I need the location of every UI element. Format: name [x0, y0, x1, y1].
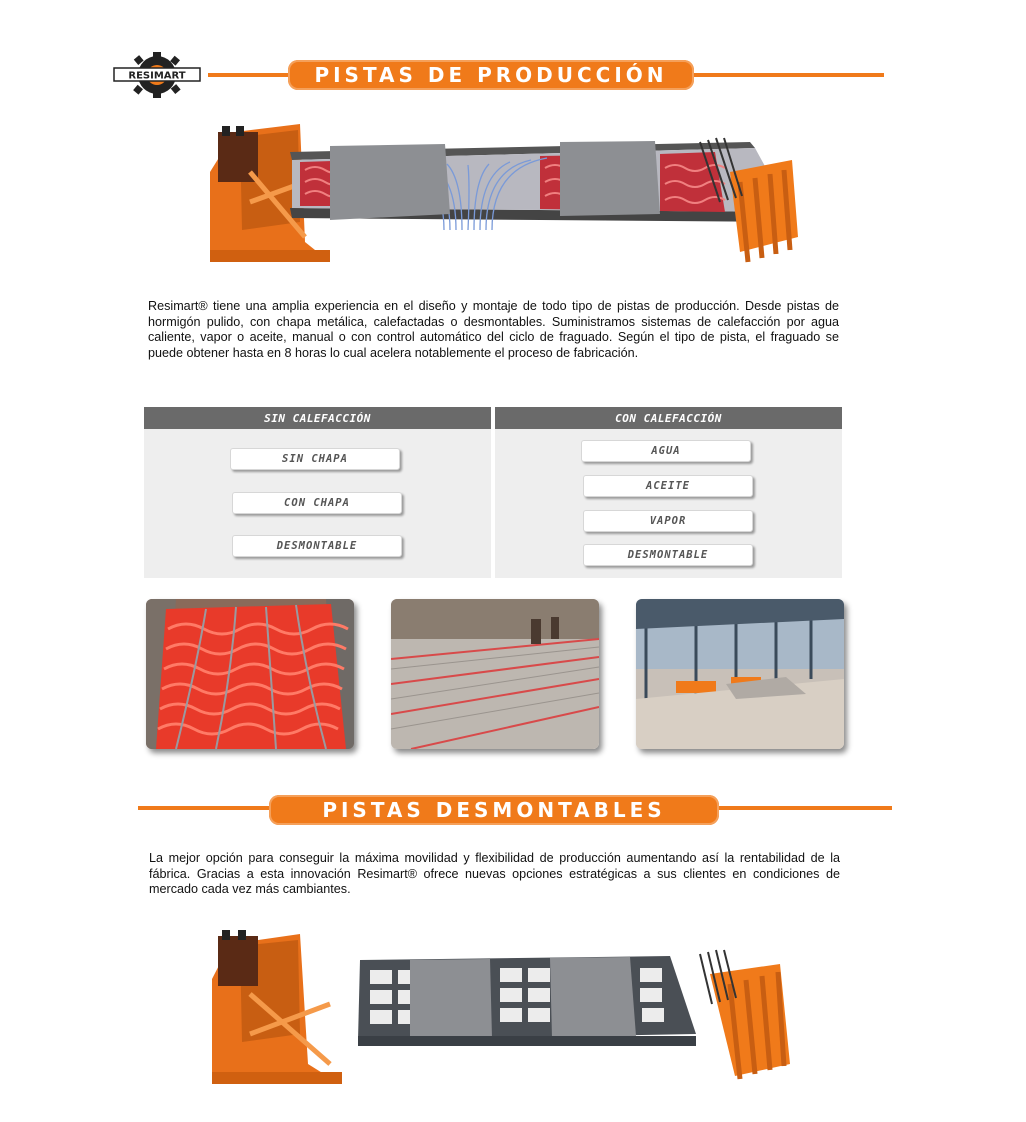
photo-track-lines — [391, 599, 599, 749]
section-title-pistas-produccion: PISTAS DE PRODUCCIÓN — [288, 60, 694, 90]
photo-heating-tubes — [146, 599, 354, 749]
panel-without-heating — [144, 407, 491, 578]
logo-text: RESIMART — [128, 70, 186, 82]
option-agua[interactable]: AGUA — [581, 440, 751, 462]
option-desmontable-heated[interactable]: DESMONTABLE — [583, 544, 753, 566]
panel-title-with-heating: CON CALEFACCIÓN — [495, 407, 842, 429]
option-sin-chapa[interactable]: SIN CHAPA — [230, 448, 400, 470]
resimart-logo — [113, 52, 201, 98]
intro-paragraph: Resimart® tiene una amplia experiencia en el diseño y montaje de todo tipo de pistas de producción. Desde pistas de hormigón pulido, con chapa metálica, calefactadas o desmontables. Suministramos sistemas de calefacción por agua caliente, vapor o aceite, manual o con control automático del ciclo de fraguado. Según el tipo de pista, el fraguado se puede obtener hasta en 8 horas lo cual acelera notablemente el proceso de fabricación. — [148, 299, 839, 360]
section-title-pistas-desmontables: PISTAS DESMONTABLES — [269, 795, 719, 825]
removable-track-illustration — [190, 924, 800, 1090]
panel-title-without-heating: SIN CALEFACCIÓN — [144, 407, 491, 429]
option-desmontable[interactable]: DESMONTABLE — [232, 535, 402, 557]
photo-factory-hall — [636, 599, 844, 749]
option-con-chapa[interactable]: CON CHAPA — [232, 492, 402, 514]
removable-paragraph: La mejor opción para conseguir la máxima movilidad y flexibilidad de producción aumentando así la rentabilidad de la fábrica. Gracias a esta innovación Resimart® ofrece nuevas opciones estratégicas a sus clientes en condiciones de mercado cada vez más cambiantes. — [149, 851, 840, 896]
production-track-illustration — [180, 112, 800, 272]
option-vapor[interactable]: VAPOR — [583, 510, 753, 532]
panel-with-heating — [495, 407, 842, 578]
option-aceite[interactable]: ACEITE — [583, 475, 753, 497]
